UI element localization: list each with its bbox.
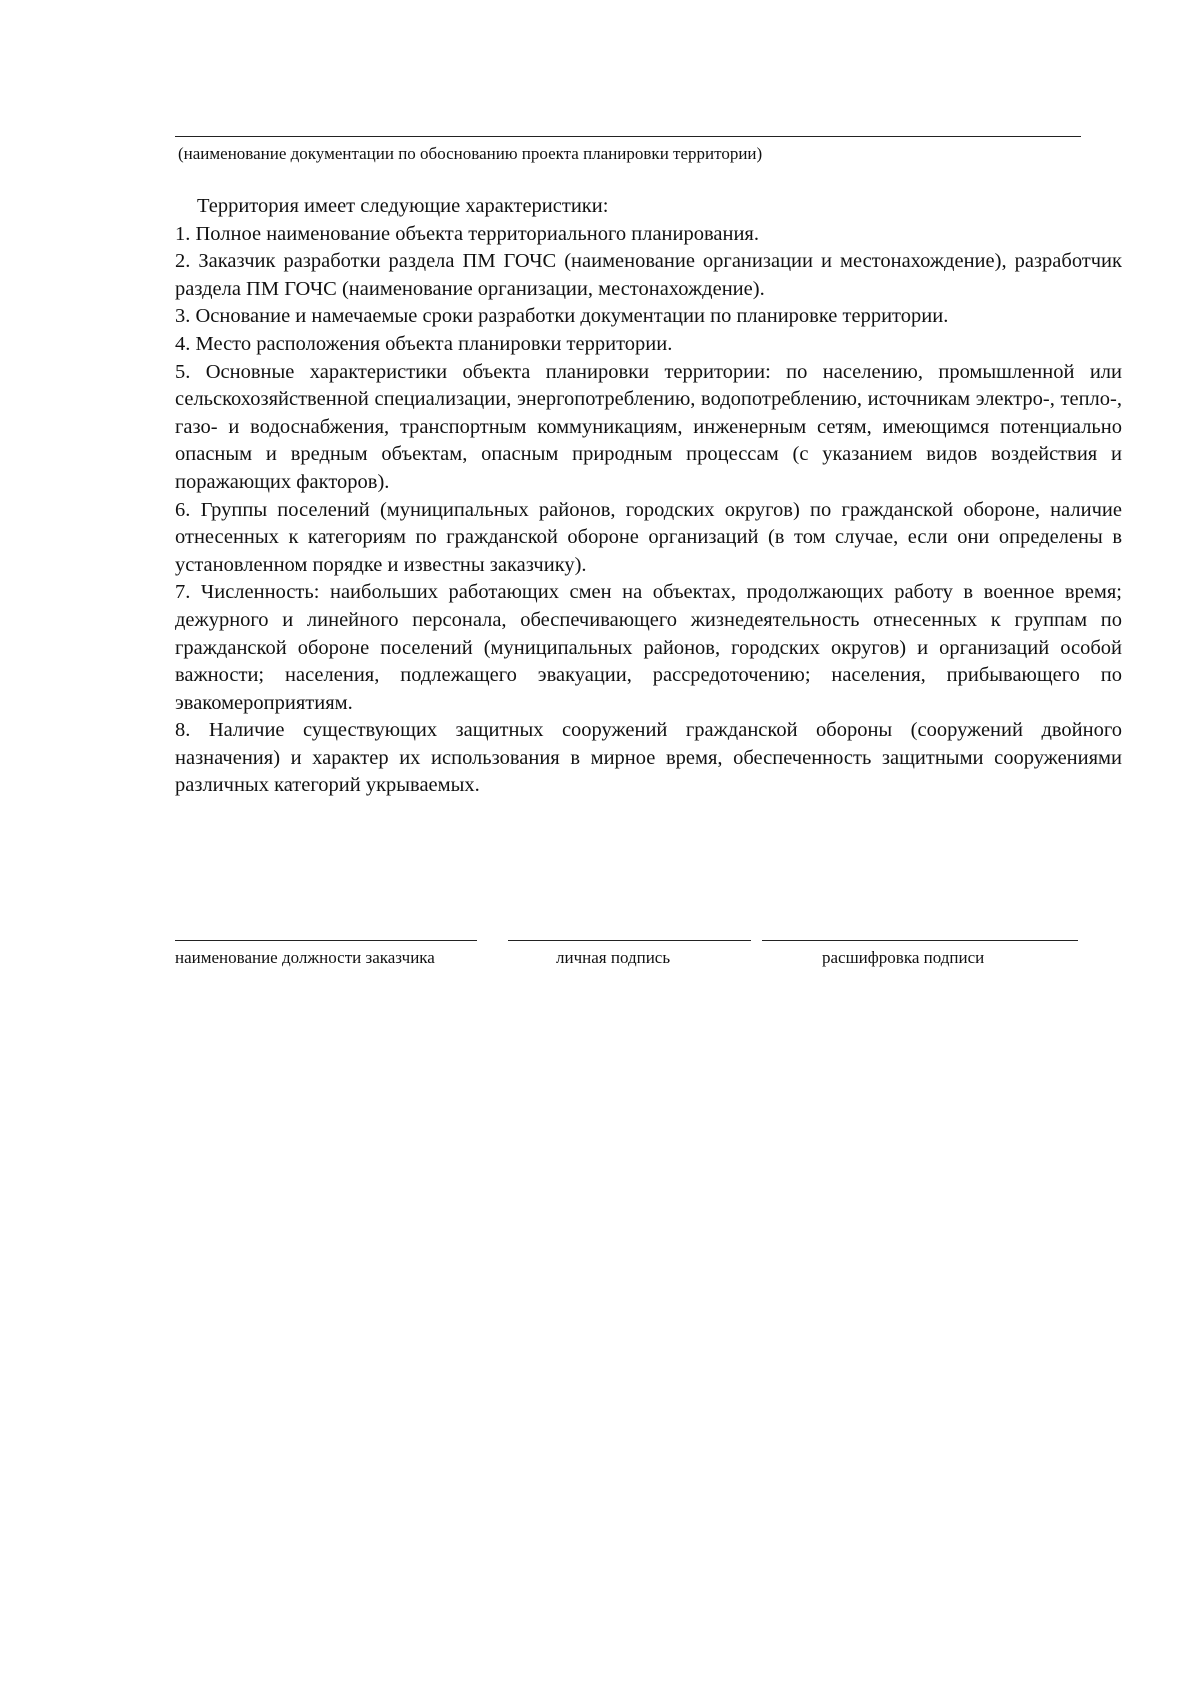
list-item-2: 2. Заказчик разработки раздела ПМ ГОЧС (наименование организации и местонахождение), разработчик раздела ПМ ГОЧС (наименование организации, местонахождение). <box>175 250 1122 300</box>
list-item-4: 4. Место расположения объекта планировки территории. <box>175 332 673 355</box>
list-item-1: 1. Полное наименование объекта территориального планирования. <box>175 222 759 245</box>
personal-signature-line <box>508 940 751 941</box>
list-item-6: 6. Группы поселений (муниципальных районов, городских округов) по гражданской обороне, наличие отнесенных к категориям по гражданской обороне организаций (в том случае, если они определены в установленном порядке и известны заказчику). <box>175 498 1122 576</box>
list-item-5: 5. Основные характеристики объекта планировки территории: по населению, промышленной или сельскохозяйственной специализации, энергопотреблению, водопотреблению, источникам электро-, тепло-, газо- и водоснабжения, транспортным коммуникациям, инженерным сетям, имеющимся потенциально опасным и вредным объектам, опасным природным процессам (с указанием видов воздействия и поражающих факторов). <box>175 360 1122 493</box>
characteristics-section <box>175 193 1122 800</box>
position-label: наименование должности заказчика <box>175 948 435 967</box>
signature-block <box>0 940 1200 980</box>
list-item-8: 8. Наличие существующих защитных сооружений гражданской обороны (сооружений двойного назначения) и характер их использования в мирное время, обеспеченность защитными сооружениями различных категорий укрываемых. <box>175 719 1122 797</box>
position-signature-line <box>175 940 477 941</box>
document-title-blank-line <box>175 136 1081 137</box>
document-title-caption: (наименование документации по обоснованию проекта планировки территории) <box>178 144 763 163</box>
intro-line: Территория имеет следующие характеристики: <box>197 195 609 217</box>
list-item-3: 3. Основание и намечаемые сроки разработки документации по планировке территории. <box>175 305 949 328</box>
signature-label: личная подпись <box>556 948 671 967</box>
signature-decoding-line <box>762 940 1078 941</box>
list-item-7: 7. Численность: наибольших работающих смен на объектах, продолжающих работу в военное время; дежурного и линейного персонала, обеспечивающего жизнедеятельность отнесенных к группам по гражданской обороне поселений (муниципальных районов, городских округов) и организаций особой важности; населения, подлежащего эвакуации, рассредоточению; населения, прибывающего по эвакомероприятиям. <box>175 581 1122 714</box>
signature-decoding-label: расшифровка подписи <box>822 948 985 967</box>
